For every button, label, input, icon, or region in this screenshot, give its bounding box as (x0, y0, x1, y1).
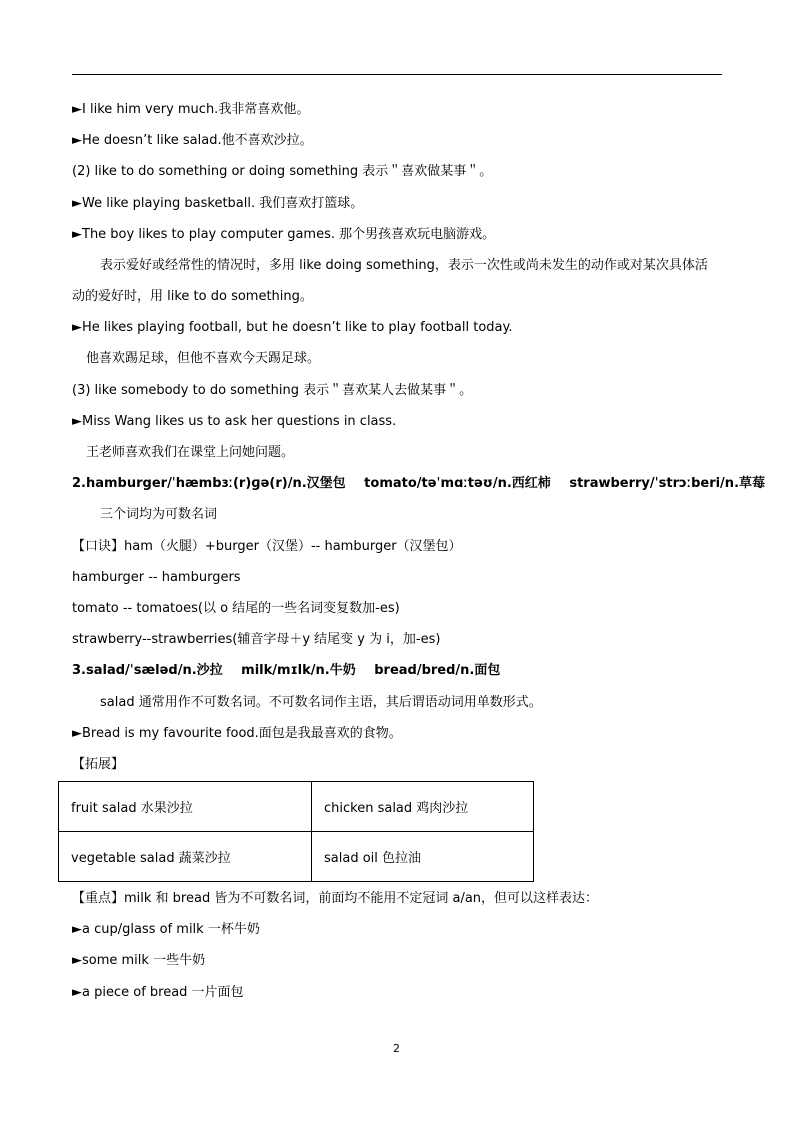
translation-line: 他喜欢踢足球，但他不喜欢今天踢足球。 (86, 351, 321, 366)
translation-line: 王老师喜欢我们在课堂上问她问题。 (86, 445, 295, 460)
header-rule (72, 74, 722, 75)
example-line: ►The boy likes to play computer games. 那个男孩喜欢玩电脑游戏。 (72, 227, 496, 242)
vocab-bread: bread/bred/n.面包 (374, 663, 501, 678)
vocab-heading-3 (72, 662, 732, 680)
table-row (59, 782, 534, 832)
example-line: ►I like him very much.我非常喜欢他。 (72, 102, 310, 117)
explanation-line: salad 通常用作不可数名词。不可数名词作主语，其后谓语动词用单数形式。 (100, 695, 542, 710)
plural-line: strawberry--strawberries(辅音字母＋y 结尾变 y 为 i，加-es) (72, 632, 441, 647)
example-line: ►We like playing basketball. 我们喜欢打篮球。 (72, 196, 364, 211)
table-row (59, 832, 534, 882)
example-line: ►He likes playing football, but he doesn’t like to play football today. (72, 320, 513, 335)
example-line: ►a cup/glass of milk 一杯牛奶 (72, 922, 260, 937)
table-cell: salad oil 色拉油 (312, 832, 534, 882)
vocab-milk: milk/mɪlk/n.牛奶 (241, 663, 356, 678)
mnemonic-line: 【口诀】ham（火腿）+burger（汉堡）-- hamburger（汉堡包） (72, 539, 462, 554)
table-cell: fruit salad 水果沙拉 (59, 782, 312, 832)
rule-heading: (2) like to do something or doing something 表示＂喜欢做某事＂。 (72, 164, 493, 179)
vocab-hamburger: 2.hamburger/ˈhæmbɜː(r)ɡə(r)/n.汉堡包 (72, 476, 346, 491)
plural-line: tomato -- tomatoes(以 o 结尾的一些名词变复数加-es) (72, 601, 400, 616)
table-cell: chicken salad 鸡肉沙拉 (312, 782, 534, 832)
plural-line: hamburger -- hamburgers (72, 570, 241, 585)
vocab-heading-2 (72, 475, 766, 493)
table-cell: vegetable salad 蔬菜沙拉 (59, 832, 312, 882)
example-line: ►Miss Wang likes us to ask her questions in class. (72, 414, 397, 429)
explanation-line: 三个词均为可数名词 (100, 507, 218, 522)
section-label: 【拓展】 (72, 757, 125, 772)
vocab-salad: 3.salad/ˈsæləd/n.沙拉 (72, 663, 223, 678)
key-point-line: 【重点】milk 和 bread 皆为不可数名词，前面均不能用不定冠词 a/an，但可以这样表达： (72, 891, 599, 906)
expansion-table (58, 781, 534, 882)
vocab-tomato: tomato/təˈmɑːtəʊ/n.西红柿 (364, 476, 551, 491)
rule-heading: (3) like somebody to do something 表示＂喜欢某人去做某事＂。 (72, 383, 473, 398)
example-line: ►a piece of bread 一片面包 (72, 985, 244, 1000)
example-line: ►Bread is my favourite food.面包是我最喜欢的食物。 (72, 726, 402, 741)
page-number: 2 (393, 1042, 400, 1055)
vocab-strawberry: strawberry/ˈstrɔːberi/n.草莓 (569, 476, 766, 491)
explanation-line: 动的爱好时，用 like to do something。 (72, 289, 313, 304)
explanation-line: 表示爱好或经常性的情况时，多用 like doing something，表示一次性或尚未发生的动作或对某次具体活 (100, 258, 708, 273)
example-line: ►some milk 一些牛奶 (72, 953, 206, 968)
example-line: ►He doesn’t like salad.他不喜欢沙拉。 (72, 133, 313, 148)
